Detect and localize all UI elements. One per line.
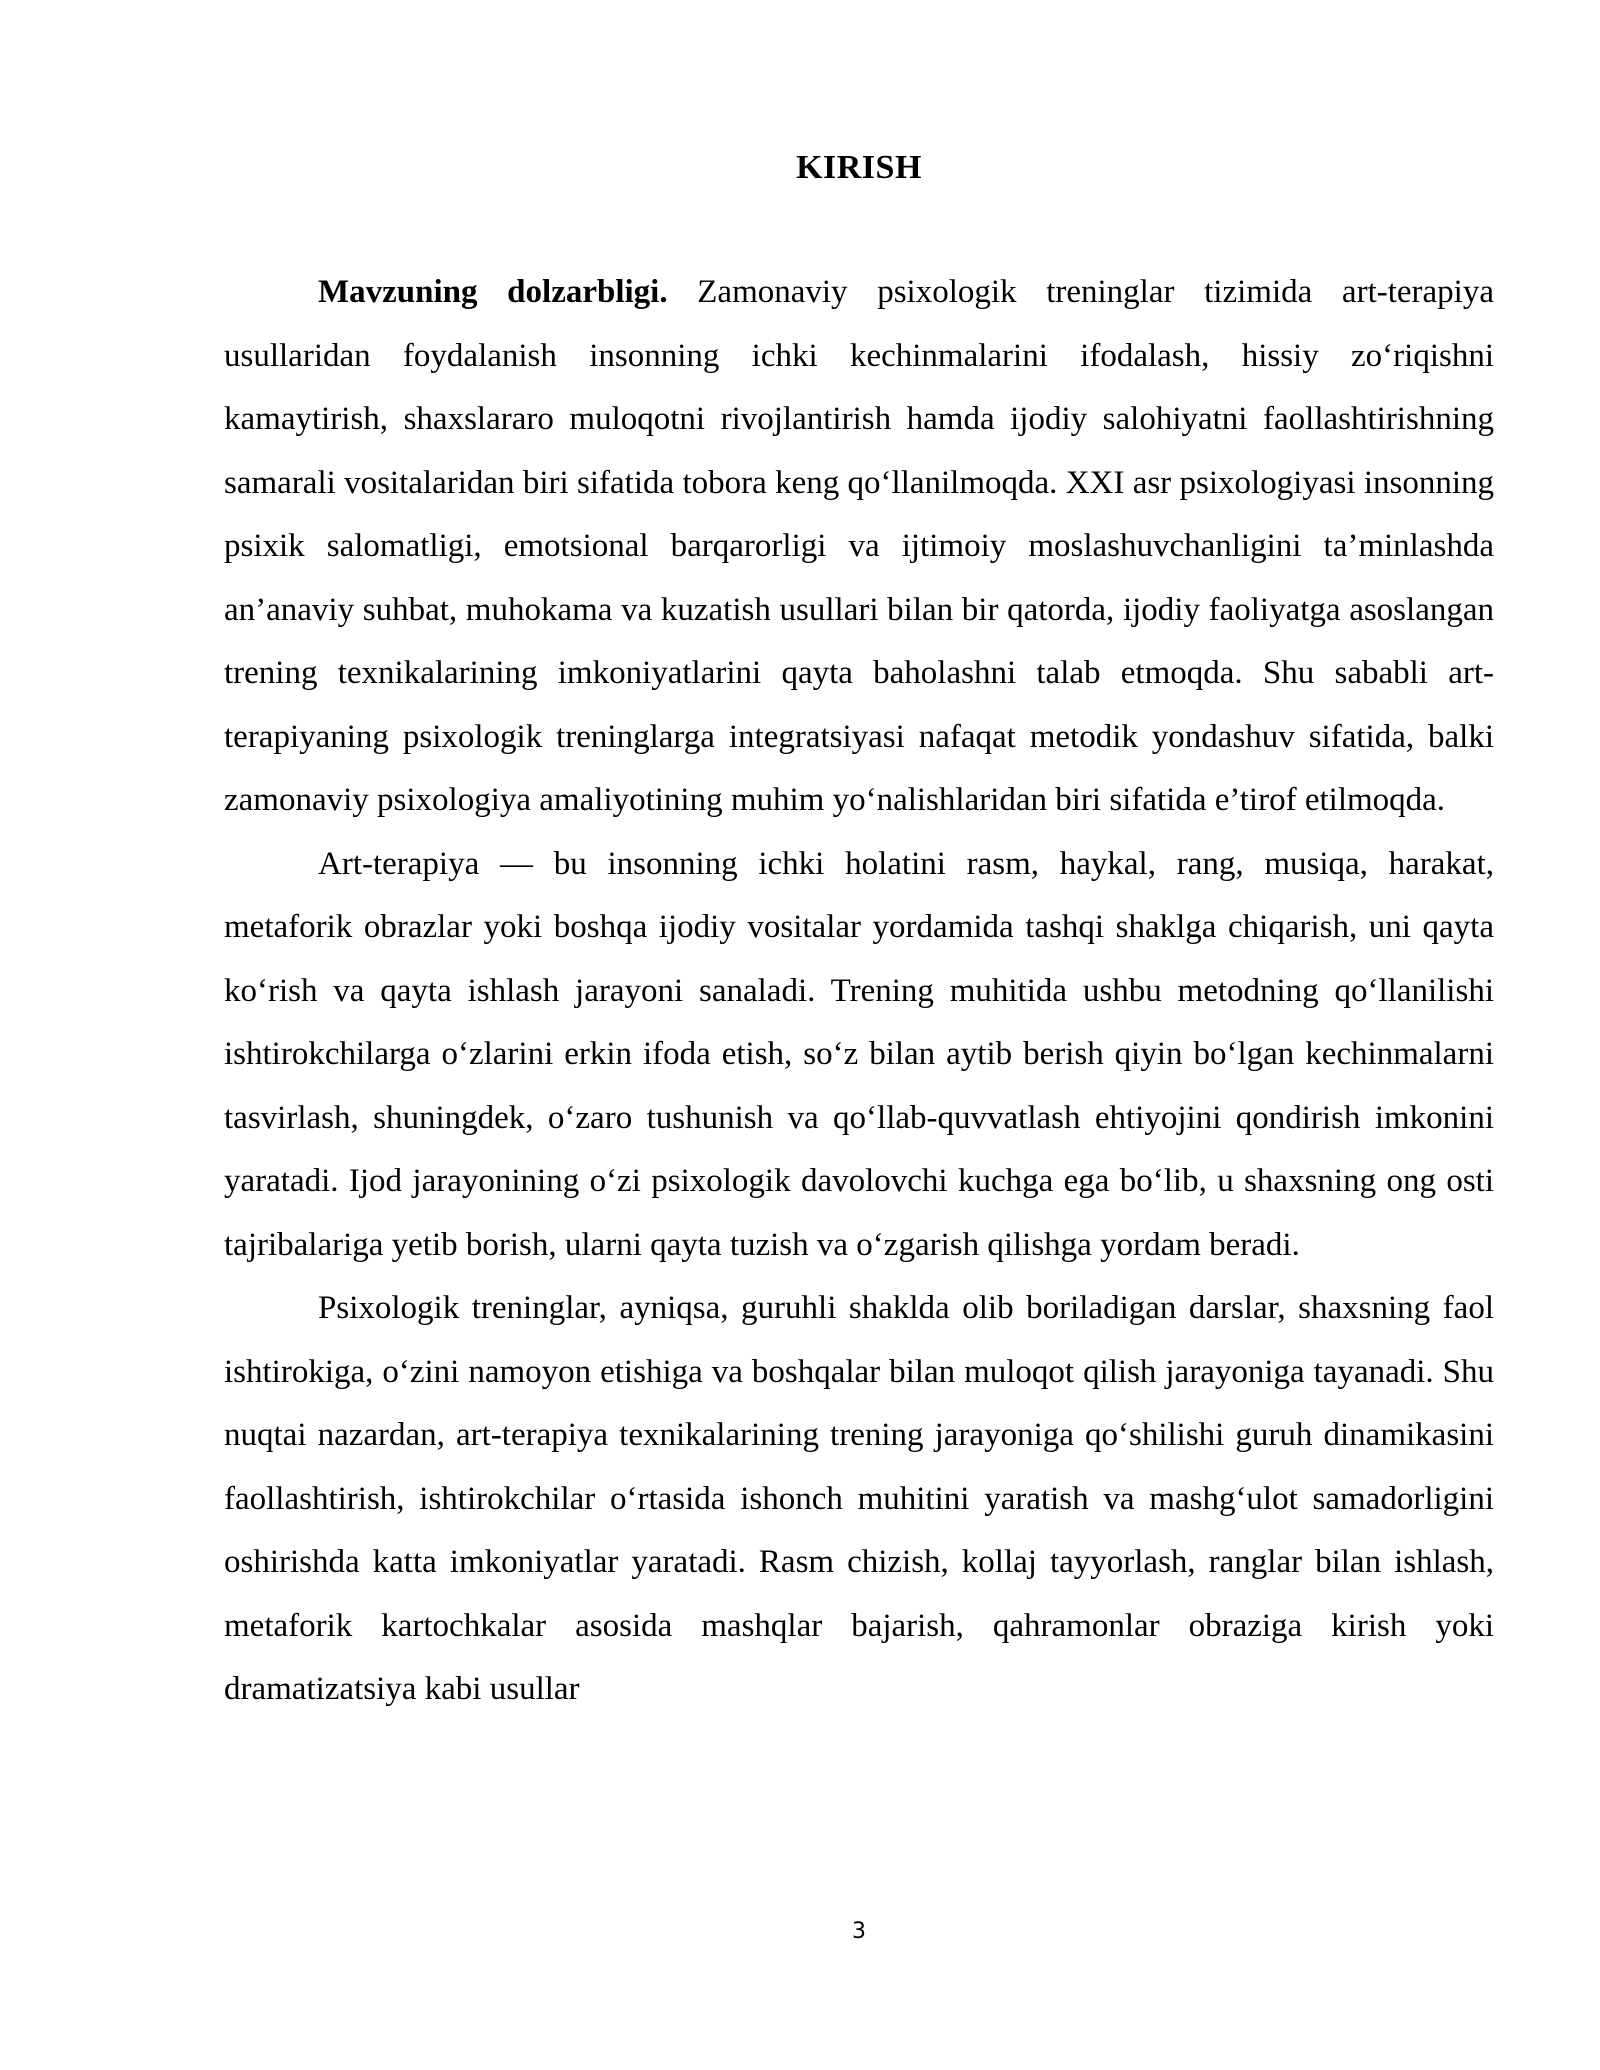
page-number: 3	[852, 1919, 866, 1944]
paragraph-trainings	[224, 1277, 1494, 1722]
paragraph-relevance	[224, 261, 1494, 833]
paragraph-text: Zamonaviy psixologik treninglar tizimida art-terapiya usullaridan foydalanish insonning ichki kechinmalarini ifodalash, hissiy zo‘riqishni kamaytirish, shaxslararo muloqotni rivojlantirish hamda ijodiy salohiyatni faollashtirishning samarali vositalaridan biri sifatida tobora keng qo‘llanilmoqda. XXI asr psixologiyasi insonning psixik salomatligi, emotsional barqarorligi va ijtimoiy moslashuvchanligini ta’minlashda an’anaviy suhbat, muhokama va kuzatish usullari bilan bir qatorda, ijodiy faoliyatga asoslangan trening texnikalarining imkoniyatlarini qayta baholashni talab etmoqda. Shu sababli art-terapiyaning psixologik treninglarga integratsiyasi nafaqat metodik yondashuv sifatida, balki zamonaviy psixologiya amaliyotining muhim yo‘nalishlaridan biri sifatida e’tirof etilmoqda.	[224, 274, 1494, 818]
body-text	[224, 261, 1494, 1722]
paragraph-text: Psixologik treninglar, ayniqsa, guruhli shaklda olib boriladigan darslar, shaxsning faol ishtirokiga, o‘zini namoyon etishiga va boshqalar bilan muloqot qilish jarayoniga tayanadi. Shu nuqtai nazardan, art-terapiya texnikalarining trening jarayoniga qo‘shilishi guruh dinamikasini faollashtirish, ishtirokchilar o‘rtasida ishonch muhitini yaratish va mashg‘ulot samadorligini oshirishda katta imkoniyatlar yaratadi. Rasm chizish, kollaj tayyorlash, ranglar bilan ishlash, metaforik kartochkalar asosida mashqlar bajarish, qahramonlar obraziga kirish yoki dramatizatsiya kabi usullar	[224, 1290, 1494, 1707]
paragraph-art-therapy	[224, 833, 1494, 1278]
section-title: KIRISH	[796, 149, 922, 186]
paragraph-text: Art-terapiya — bu insonning ichki holatini rasm, haykal, rang, musiqa, harakat, metaforik obrazlar yoki boshqa ijodiy vositalar yordamida tashqi shaklga chiqarish, uni qayta ko‘rish va qayta ishlash jarayoni sanaladi. Trening muhitida ushbu metodning qo‘llanilishi ishtirokchilarga o‘zlarini erkin ifoda etish, so‘z bilan aytib berish qiyin bo‘lgan kechinmalarni tasvirlash, shuningdek, o‘zaro tushunish va qo‘llab-quvvatlash ehtiyojini qondirish imkonini yaratadi. Ijod jarayonining o‘zi psixologik davolovchi kuchga ega bo‘lib, u shaxsning ong osti tajribalariga yetib borish, ularni qayta tuzish va o‘zgarish qilishga yordam beradi.	[224, 845, 1494, 1263]
paragraph-lead: Mavzuning dolzarbligi.	[318, 274, 668, 310]
